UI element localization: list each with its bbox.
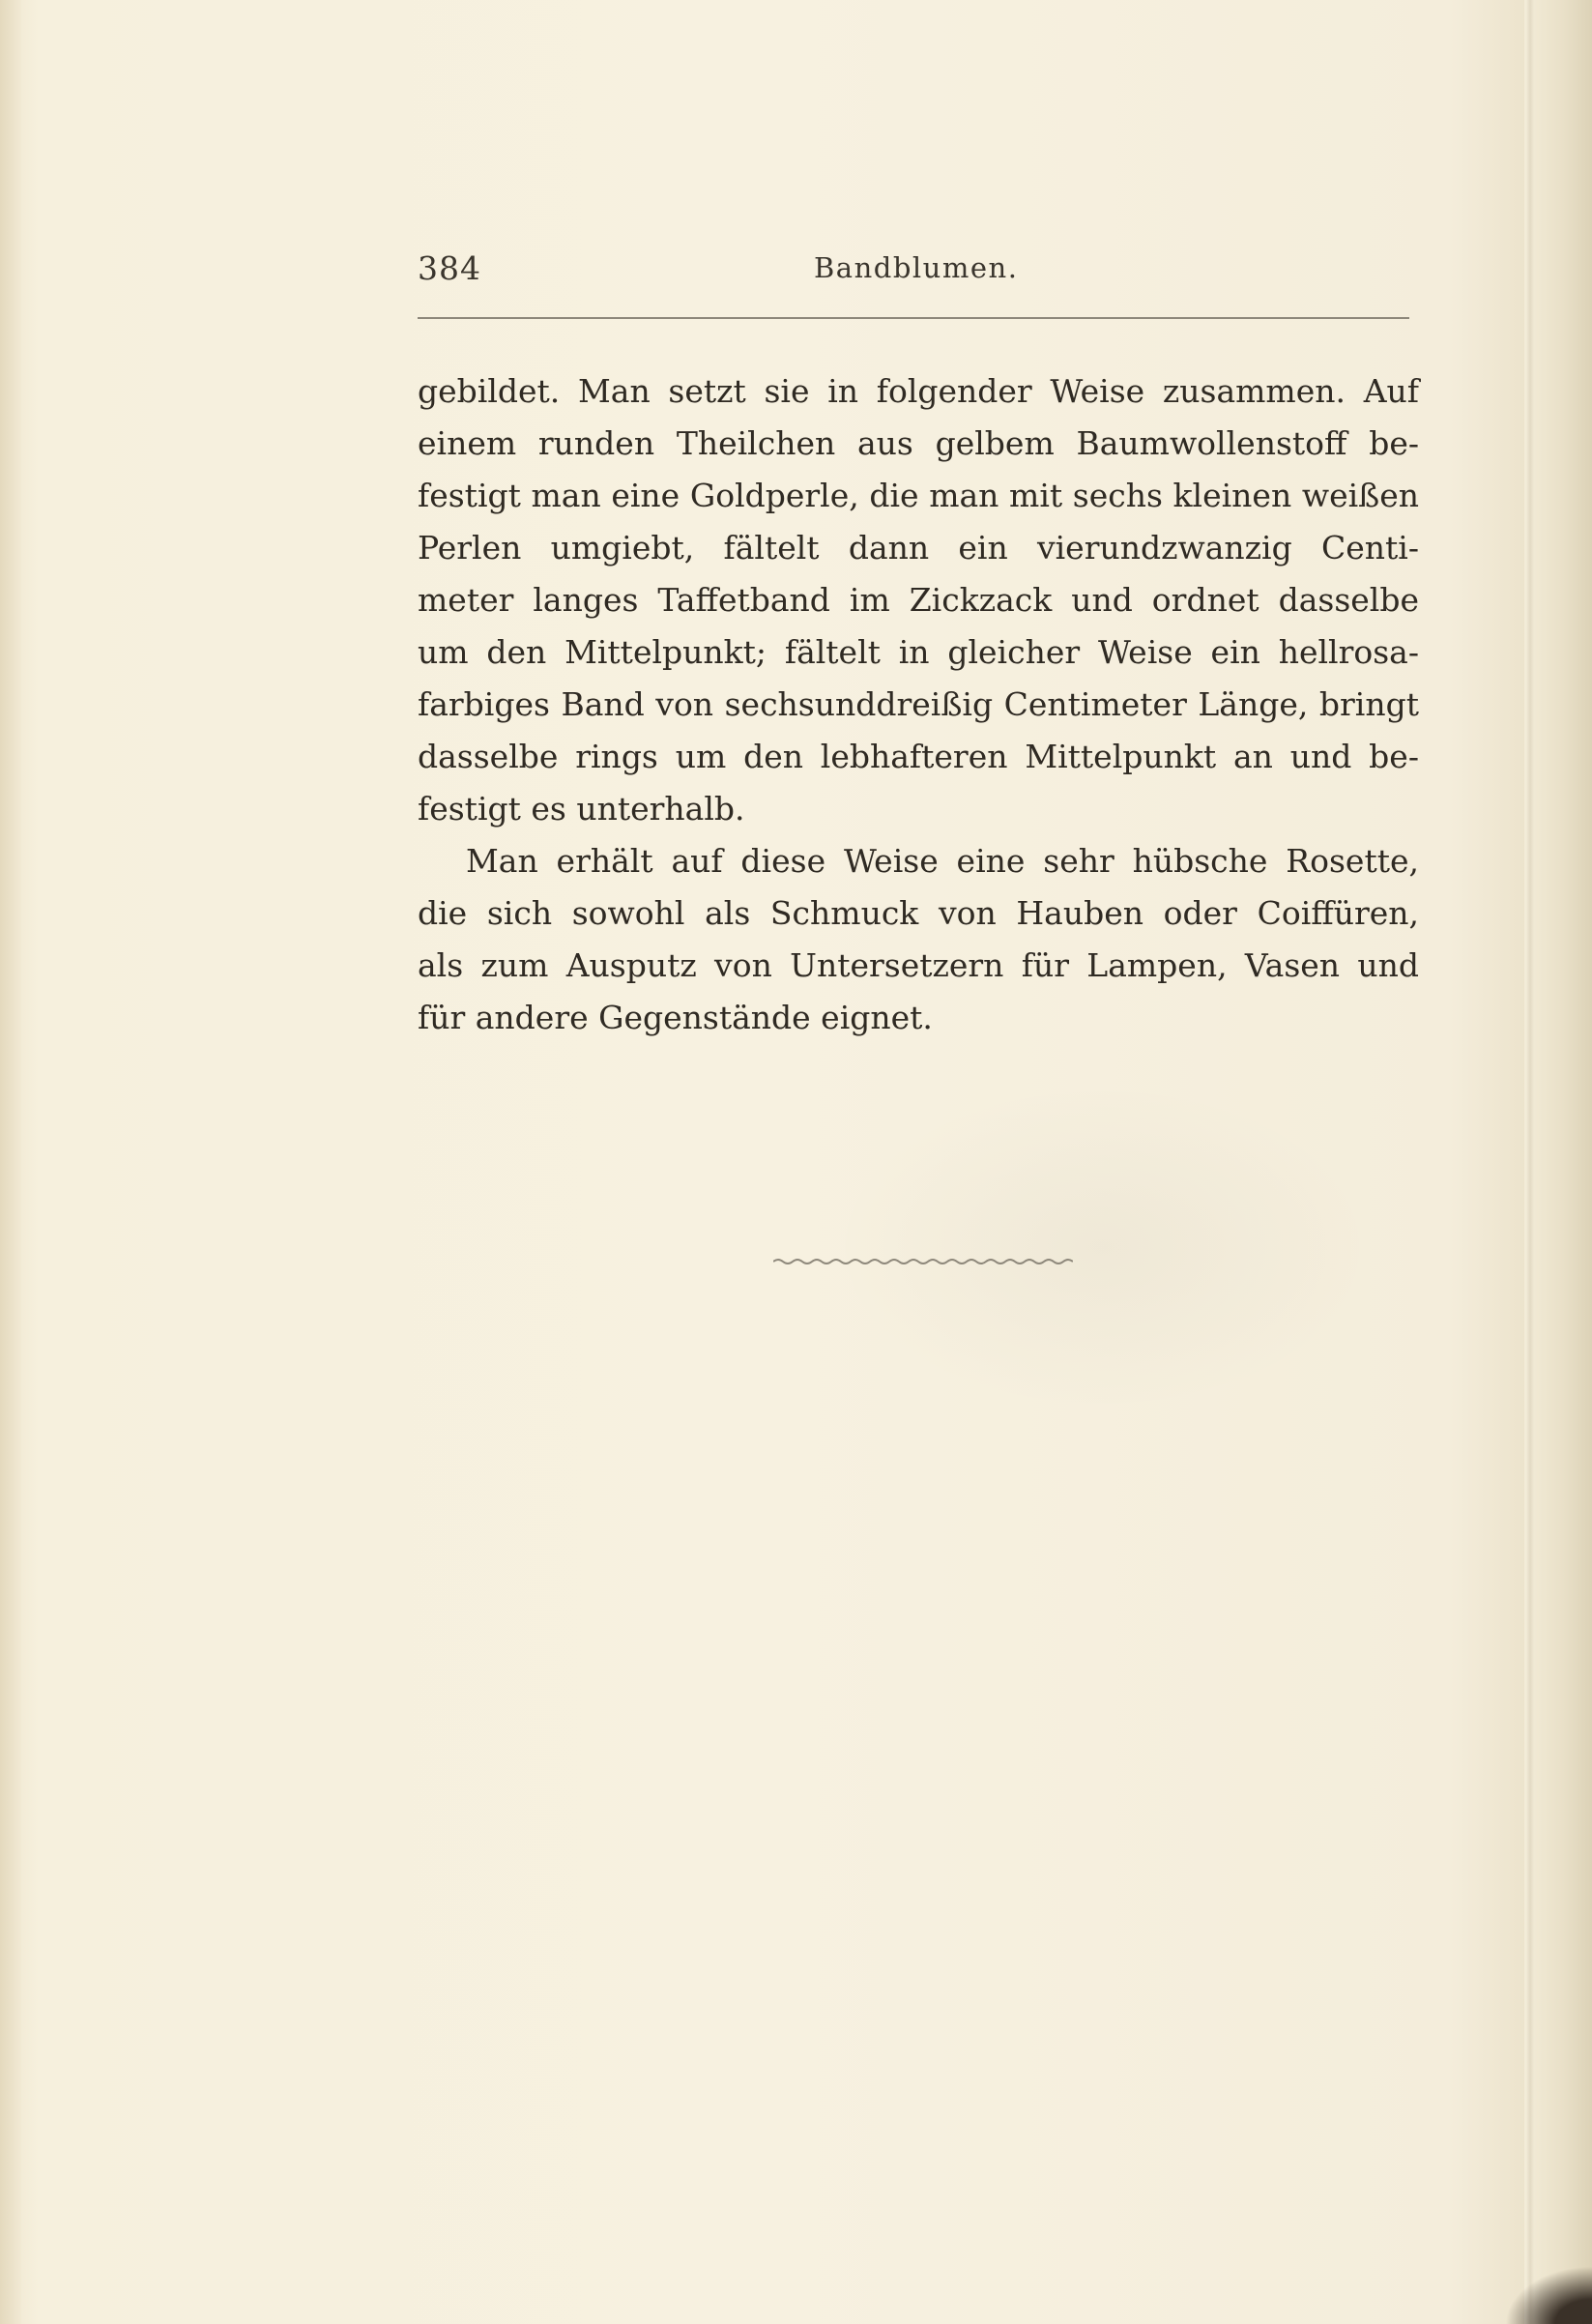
header-rule	[418, 317, 1409, 319]
running-title: Bandblumen.	[814, 251, 1019, 284]
page-corner-shadow	[1505, 2266, 1592, 2324]
text-line: festigt es unterhalb.	[418, 790, 745, 828]
bleed-through	[831, 1083, 1373, 1411]
wavy-divider-ornament	[773, 1255, 1073, 1268]
text-line: Man erhält auf diese Weise eine sehr hübsche Rosette,	[466, 842, 1419, 880]
text-line: meter langes Taffetband im Zickzack und ordnet dasselbe	[418, 581, 1419, 619]
page-edge-right	[1524, 0, 1592, 2324]
fold-shadow	[1526, 0, 1534, 2324]
page-header	[418, 249, 1409, 298]
text-line: gebildet. Man setzt sie in folgender Weise zusammen. Auf	[418, 372, 1419, 410]
text-line: die sich sowohl als Schmuck von Hauben oder Coiffüren,	[418, 894, 1419, 932]
text-line: als zum Ausputz von Untersetzern für Lampen, Vasen und	[418, 946, 1419, 984]
text-line: für andere Gegenstände eignet.	[418, 999, 933, 1036]
text-line: festigt man eine Goldperle, die man mit sechs kleinen weißen	[418, 477, 1419, 514]
page-number: 384	[418, 249, 481, 287]
text-line: einem runden Theilchen aus gelbem Baumwollenstoff be-	[418, 424, 1419, 462]
text-line: farbiges Band von sechsunddreißig Centimeter Länge, bringt	[418, 685, 1419, 723]
page-edge-left	[0, 0, 21, 2324]
text-line: Perlen umgiebt, fältelt dann ein vierundzwanzig Centi-	[418, 529, 1419, 566]
text-line: um den Mittelpunkt; fältelt in gleicher Weise ein hellrosa-	[418, 633, 1419, 671]
body-text	[418, 365, 1419, 1044]
text-line: dasselbe rings um den lebhafteren Mittelpunkt an und be-	[418, 738, 1419, 775]
